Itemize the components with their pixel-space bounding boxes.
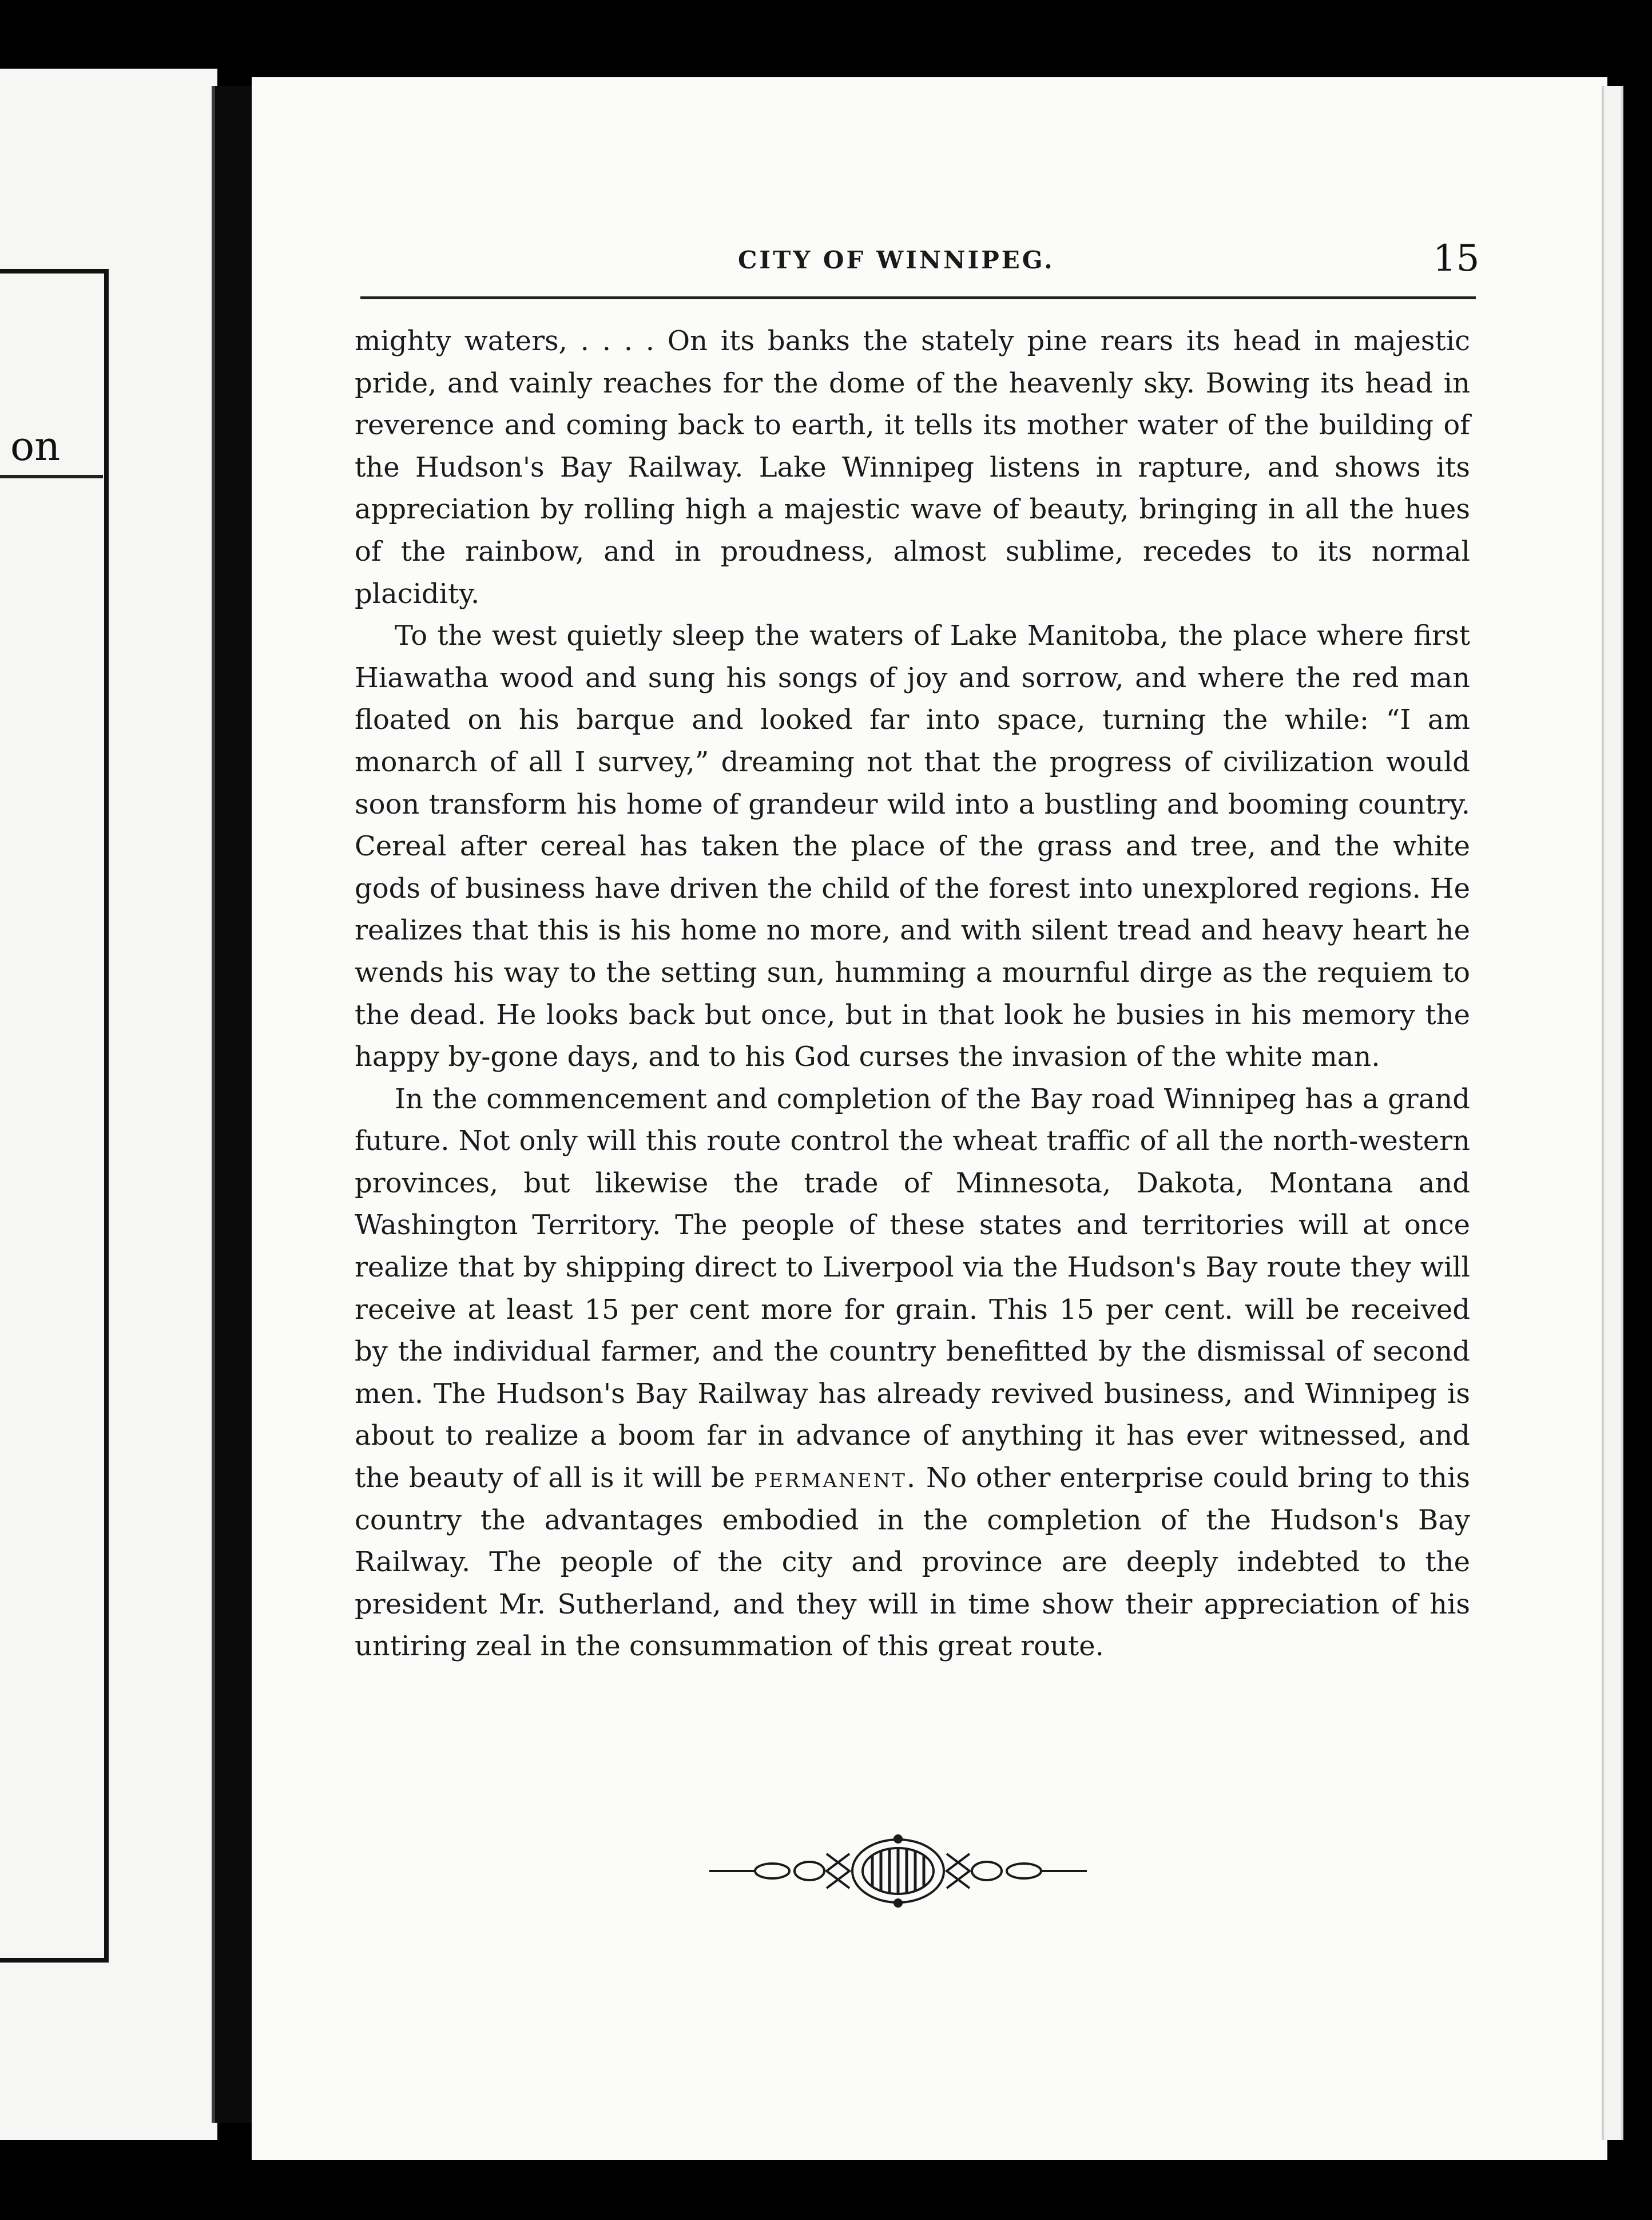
facing-page-fragment: on xyxy=(10,423,61,470)
ornament-icon xyxy=(709,1831,1087,1911)
paragraph xyxy=(355,1079,1470,1668)
facing-page-frame xyxy=(0,269,109,1963)
page-number: 15 xyxy=(1433,237,1480,280)
paragraph: mighty waters, . . . . On its banks the stately pine rears its head in majestic pride, and vainly reaches for the dome of the heavenly sky. Bowing its head in reverence and coming back to earth, it tells its mother water of the building of the Hudson's Bay Railway. Lake Winnipeg listens in rapture, and shows its appreciation by rolling high a majestic wave of beauty, bringing in all the hues of the rainbow, and in proudness, almost sublime, recedes to its normal placidity. xyxy=(355,325,1470,610)
paragraph-text: In the commencement and completion of the Bay road Winnipeg has a grand future. Not only will this route control the wheat traffic of all the north-western provinces, but likewise the trade of Minnesota, Dakota, Montana and Washington Territory. The people of these states and territories will at once realize that by shipping direct to Liverpool via the Hudson's Bay route they will receive at least 15 per cent more for grain. This 15 per cent. will be received by the individual farmer, and the country benefitted by the dismissal of second men. The Hudson's Bay Railway has already revived business, and Winnipeg is about to realize a boom far in advance of anything it has ever witnessed, and the beauty of all is it will be xyxy=(355,1083,1470,1494)
emphasis-word: permanent. xyxy=(754,1462,918,1494)
body-text xyxy=(355,320,1470,1668)
paragraph: To the west quietly sleep the waters of Lake Manitoba, the place where first Hiawatha wood and sung his songs of joy and sorrow, and where the red man floated on his barque and looked far into space, turning the while: “I am monarch of all I survey,” dreaming not that the progress of civilization would soon transform his home of grandeur wild into a bustling and booming country. Cereal after cereal has taken the place of the grass and tree, and the white gods of business have driven the child of the forest into unexplored regions. He realizes that this is his home no more, and with silent tread and heavy heart he wends his way to the setting sun, humming a mournful dirge as the requiem to the dead. He looks back but once, but in that look he busies in his memory the happy by-gone days, and to his God curses the invasion of the white man. xyxy=(355,620,1470,1073)
header-rule xyxy=(360,296,1476,299)
running-head: CITY OF WINNIPEG. xyxy=(738,246,1055,274)
paragraph-text: No other enterprise could bring to this country the advantages embodied in the completion of the Hudson's Bay Railway. The people of the city and province are deeply indebted to the president Mr. Sutherland, and they will in time show their appreciation of his untiring zeal in the consummation of this great route. xyxy=(355,1462,1471,1663)
facing-page-rule xyxy=(0,475,103,478)
page-edge xyxy=(1602,86,1623,2140)
